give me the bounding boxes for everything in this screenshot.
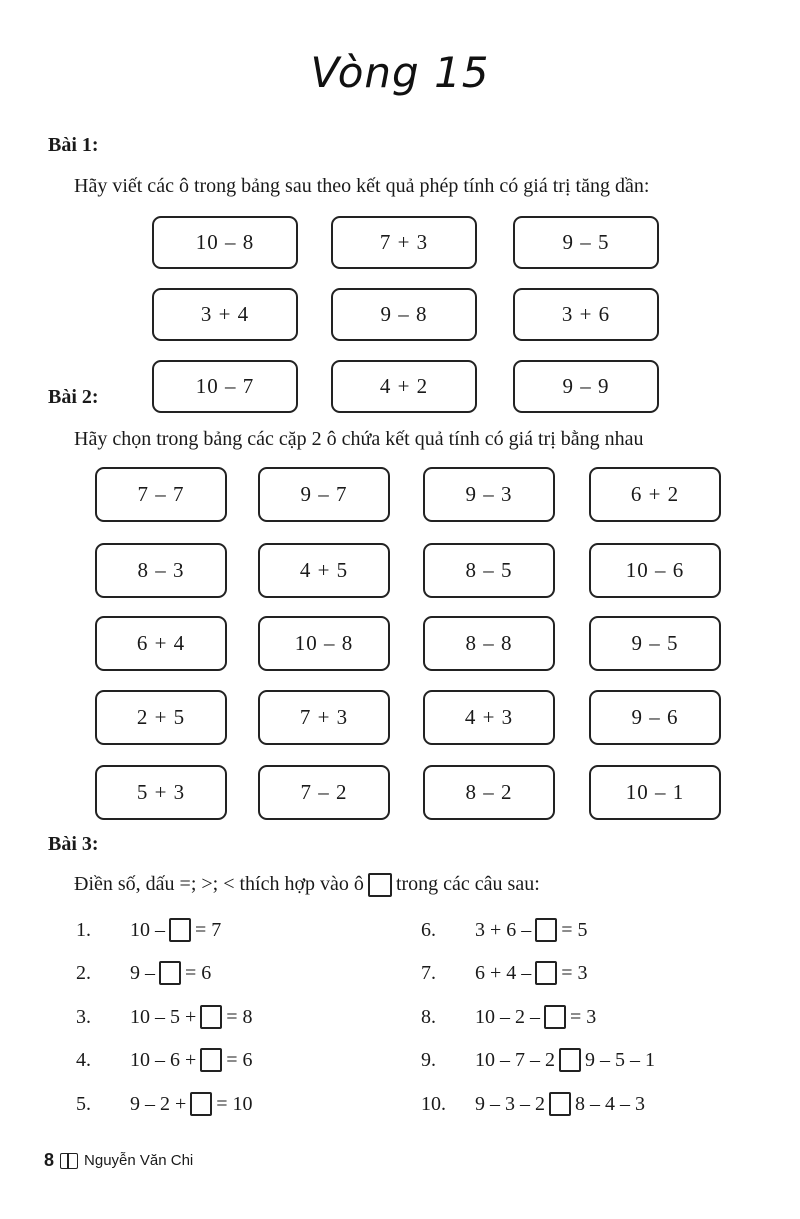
answer-box[interactable] <box>190 1092 212 1116</box>
bai2-cell[interactable]: 8 – 3 <box>95 543 227 598</box>
exercise-row <box>76 1090 253 1118</box>
bai2-cell[interactable]: 9 – 3 <box>423 467 555 522</box>
answer-box[interactable] <box>544 1005 566 1029</box>
exercise-before: 10 – 7 – 2 <box>475 1048 555 1071</box>
bai2-cell[interactable]: 8 – 8 <box>423 616 555 671</box>
answer-box-sample <box>368 873 392 897</box>
exercise-row <box>421 1090 645 1118</box>
exercise-after: = 3 <box>561 961 588 984</box>
exercise-before: 10 – 2 – <box>475 1005 540 1028</box>
bai2-cell[interactable]: 5 + 3 <box>95 765 227 820</box>
answer-box[interactable] <box>200 1005 222 1029</box>
exercise-number: 1. <box>76 918 91 941</box>
bai3-instruction-before: Điền số, dấu =; >; < thích hợp vào ô <box>74 873 364 895</box>
exercise-after: = 10 <box>216 1092 253 1115</box>
bai2-heading: Bài 2: <box>48 386 99 408</box>
exercise-number: 4. <box>76 1048 91 1071</box>
exercise-number: 7. <box>421 961 436 984</box>
bai1-instruction: Hãy viết các ô trong bảng sau theo kết quả phép tính có giá trị tăng dần: <box>74 175 650 197</box>
bai2-cell[interactable]: 4 + 3 <box>423 690 555 745</box>
exercise-after: = 7 <box>195 918 222 941</box>
bai1-heading: Bài 1: <box>48 134 99 156</box>
page-title: Vòng 15 <box>310 48 490 97</box>
exercise-before: 9 – <box>130 961 155 984</box>
book-icon <box>60 1153 78 1169</box>
bai1-cell[interactable]: 7 + 3 <box>331 216 477 269</box>
exercise-row <box>76 959 211 987</box>
exercise-before: 10 – 5 + <box>130 1005 197 1028</box>
bai2-cell[interactable]: 10 – 1 <box>589 765 721 820</box>
exercise-before: 3 + 6 – <box>475 918 532 941</box>
exercise-after: = 8 <box>226 1005 253 1028</box>
exercise-after: = 5 <box>561 918 588 941</box>
bai2-cell[interactable]: 7 + 3 <box>258 690 390 745</box>
bai3-heading: Bài 3: <box>48 833 99 855</box>
bai3-instruction <box>74 873 540 897</box>
exercise-before: 10 – <box>130 918 165 941</box>
bai2-cell[interactable]: 6 + 4 <box>95 616 227 671</box>
exercise-before: 9 – 2 + <box>130 1092 187 1115</box>
exercise-after: = 6 <box>226 1048 253 1071</box>
exercise-row <box>421 959 588 987</box>
exercise-number: 10. <box>421 1092 446 1115</box>
exercise-after: 9 – 5 – 1 <box>585 1048 655 1071</box>
bai1-cell[interactable]: 9 – 5 <box>513 216 659 269</box>
bai2-cell[interactable]: 9 – 6 <box>589 690 721 745</box>
exercise-row <box>421 1046 655 1074</box>
bai1-cell[interactable]: 9 – 8 <box>331 288 477 341</box>
exercise-row <box>76 1003 253 1031</box>
bai1-cell[interactable]: 4 + 2 <box>331 360 477 413</box>
answer-box[interactable] <box>535 961 557 985</box>
exercise-number: 5. <box>76 1092 91 1115</box>
bai2-cell[interactable]: 8 – 2 <box>423 765 555 820</box>
exercise-number: 2. <box>76 961 91 984</box>
bai2-cell[interactable]: 7 – 2 <box>258 765 390 820</box>
exercise-after: 8 – 4 – 3 <box>575 1092 645 1115</box>
bai1-cell[interactable]: 10 – 7 <box>152 360 298 413</box>
bai3-instruction-after: trong các câu sau: <box>395 873 540 895</box>
bai1-cell[interactable]: 9 – 9 <box>513 360 659 413</box>
answer-box[interactable] <box>200 1048 222 1072</box>
bai2-cell[interactable]: 6 + 2 <box>589 467 721 522</box>
page-footer <box>44 1150 193 1171</box>
bai2-cell[interactable]: 7 – 7 <box>95 467 227 522</box>
exercise-row <box>421 1003 596 1031</box>
answer-box[interactable] <box>169 918 191 942</box>
exercise-row <box>76 916 221 944</box>
author-name: Nguyễn Văn Chi <box>84 1152 194 1169</box>
bai2-cell[interactable]: 9 – 5 <box>589 616 721 671</box>
bai2-cell[interactable]: 8 – 5 <box>423 543 555 598</box>
exercise-before: 10 – 6 + <box>130 1048 197 1071</box>
answer-box[interactable] <box>559 1048 581 1072</box>
bai1-cell[interactable]: 3 + 6 <box>513 288 659 341</box>
page-number: 8 <box>44 1150 55 1170</box>
bai2-cell[interactable]: 10 – 6 <box>589 543 721 598</box>
exercise-number: 6. <box>421 918 436 941</box>
exercise-number: 9. <box>421 1048 436 1071</box>
exercise-before: 9 – 3 – 2 <box>475 1092 545 1115</box>
bai2-cell[interactable]: 2 + 5 <box>95 690 227 745</box>
exercise-before: 6 + 4 – <box>475 961 532 984</box>
exercise-number: 8. <box>421 1005 436 1028</box>
bai2-cell[interactable]: 10 – 8 <box>258 616 390 671</box>
answer-box[interactable] <box>159 961 181 985</box>
exercise-number: 3. <box>76 1005 91 1028</box>
bai2-cell[interactable]: 9 – 7 <box>258 467 390 522</box>
exercise-after: = 3 <box>570 1005 597 1028</box>
answer-box[interactable] <box>549 1092 571 1116</box>
exercise-after: = 6 <box>185 961 212 984</box>
answer-box[interactable] <box>535 918 557 942</box>
bai2-instruction: Hãy chọn trong bảng các cặp 2 ô chứa kết quả tính có giá trị bằng nhau <box>74 428 644 450</box>
bai1-cell[interactable]: 3 + 4 <box>152 288 298 341</box>
exercise-row <box>76 1046 253 1074</box>
bai2-cell[interactable]: 4 + 5 <box>258 543 390 598</box>
exercise-row <box>421 916 588 944</box>
bai1-cell[interactable]: 10 – 8 <box>152 216 298 269</box>
